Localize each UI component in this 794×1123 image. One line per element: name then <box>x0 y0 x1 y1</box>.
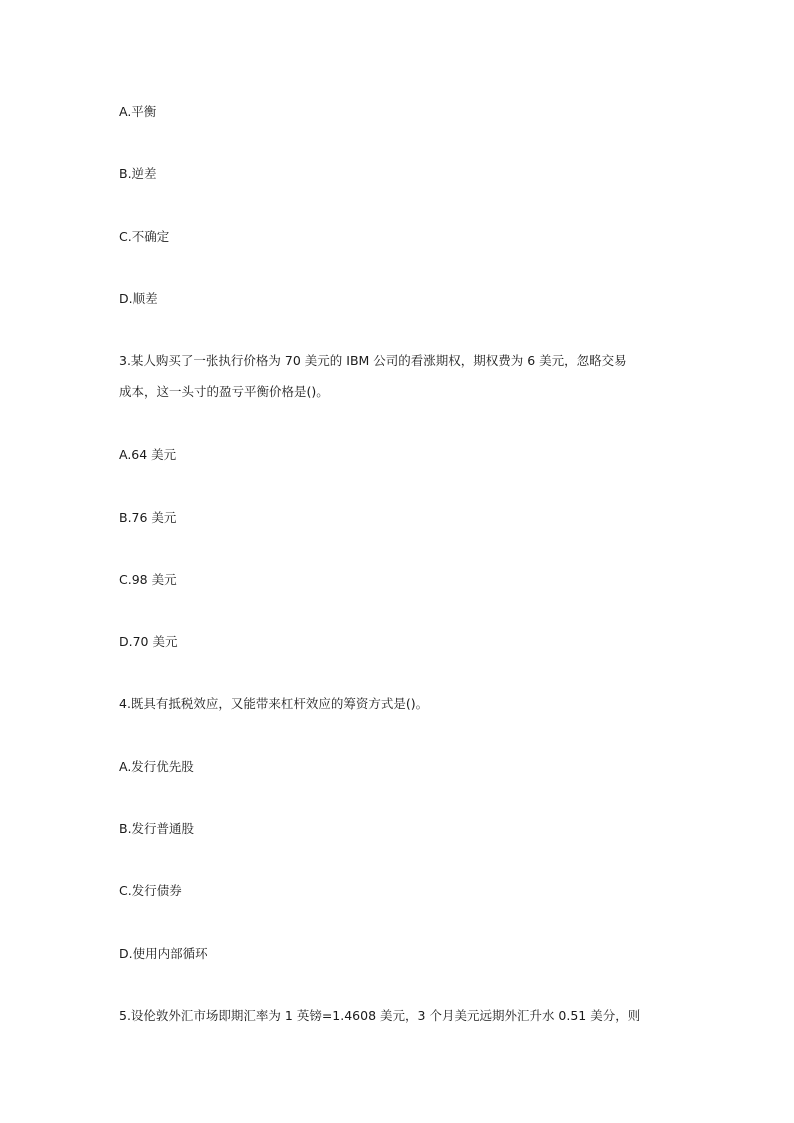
q3-stem-line1: 3.某人购买了一张执行价格为 70 美元的 IBM 公司的看涨期权，期权费为 6 美元，忽略交易 <box>119 353 627 368</box>
q3-stem-line2: 成本，这一头寸的盈亏平衡价格是()。 <box>119 384 329 399</box>
q4-option-c: C.发行债券 <box>119 883 182 898</box>
q3-option-a: A.64 美元 <box>119 447 177 462</box>
q5-stem-line1: 5.设伦敦外汇市场即期汇率为 1 英镑=1.4608 美元，3 个月美元远期外汇升水 0.51 美分，则 <box>119 1008 641 1023</box>
q3-option-d: D.70 美元 <box>119 634 178 649</box>
q2-option-c: C.不确定 <box>119 229 170 244</box>
q3-option-c: C.98 美元 <box>119 572 177 587</box>
q3-option-b: B.76 美元 <box>119 510 177 525</box>
q2-option-b: B.逆差 <box>119 166 157 181</box>
q2-option-a: A.平衡 <box>119 104 157 119</box>
q2-option-d: D.顺差 <box>119 291 158 306</box>
q4-option-a: A.发行优先股 <box>119 759 194 774</box>
q4-option-b: B.发行普通股 <box>119 821 195 836</box>
q4-stem: 4.既具有抵税效应，又能带来杠杆效应的筹资方式是()。 <box>119 696 429 711</box>
q4-option-d: D.使用内部循环 <box>119 946 208 961</box>
